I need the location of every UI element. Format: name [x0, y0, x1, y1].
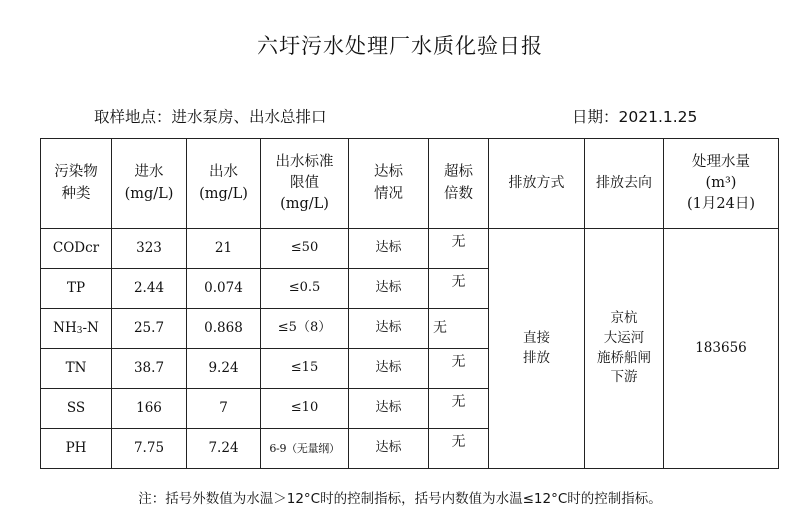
effluent-cell: 21: [187, 229, 261, 269]
influent-cell: 7.75: [112, 429, 187, 469]
header-status: [349, 139, 429, 229]
header-standard-line1: 出水标准: [275, 153, 334, 170]
header-status-line1: 达标: [374, 164, 403, 181]
exceed-value: 无: [451, 354, 466, 371]
header-exceed-line1: 超标: [444, 164, 473, 181]
header-discharge-method: 排放方式: [489, 139, 585, 229]
effluent-cell: 7: [187, 389, 261, 429]
treated-volume-cell: 183656: [664, 229, 779, 469]
status-cell: 达标: [349, 429, 429, 469]
header-pollutant-line1: 污染物: [54, 164, 98, 181]
discharge-direction-line3: 施桥船闸: [597, 349, 651, 366]
exceed-value: 无: [451, 394, 466, 411]
exceed-cell: [429, 429, 489, 469]
standard-cell: 6-9（无量纲）: [261, 429, 349, 469]
standard-cell: ≤0.5: [261, 269, 349, 309]
status-cell: 达标: [349, 389, 429, 429]
header-discharge-direction: 排放去向: [585, 139, 664, 229]
exceed-cell: [429, 269, 489, 309]
discharge-method-line2: 排放: [523, 349, 550, 366]
header-influent-line1: 进水: [134, 164, 164, 181]
header-pollutant-line2: 种类: [61, 185, 91, 202]
effluent-cell: 0.074: [187, 269, 261, 309]
header-effluent: [187, 139, 261, 229]
exceed-value: 无: [451, 234, 466, 251]
standard-cell: ≤15: [261, 349, 349, 389]
discharge-method-line1: 直接: [523, 329, 550, 346]
exceed-cell: [429, 309, 489, 349]
influent-cell: 25.7: [112, 309, 187, 349]
pollutant-cell: [41, 309, 112, 349]
header-influent: [112, 139, 187, 229]
footnote: 注：括号外数值为水温＞12°C时的控制指标，括号内数值为水温≤12°C时的控制指标。: [138, 491, 662, 507]
status-cell: 达标: [349, 229, 429, 269]
effluent-cell: 0.868: [187, 309, 261, 349]
report-title: 六圩污水处理厂水质化验日报: [257, 34, 543, 58]
header-pollutant: [41, 139, 112, 229]
discharge-method-cell: [489, 229, 585, 469]
status-cell: 达标: [349, 269, 429, 309]
pollutant-suffix: -N: [82, 319, 99, 336]
discharge-direction-line2: 大运河: [603, 329, 645, 346]
header-status-line2: 情况: [374, 185, 403, 202]
table-row: [41, 229, 779, 269]
exceed-cell: [429, 349, 489, 389]
header-standard: [261, 139, 349, 229]
pollutant-cell: CODcr: [41, 229, 112, 269]
discharge-direction-line4: 下游: [610, 369, 638, 386]
status-cell: 达标: [349, 349, 429, 389]
effluent-cell: 9.24: [187, 349, 261, 389]
header-volume: [664, 139, 779, 229]
influent-cell: 166: [112, 389, 187, 429]
pollutant-cell: SS: [41, 389, 112, 429]
exceed-cell: [429, 389, 489, 429]
header-standard-line3: (mg/L): [280, 196, 329, 212]
exceed-value: 无: [451, 434, 466, 451]
report-date: 日期：2021.1.25: [572, 108, 698, 126]
pollutant-cell: TP: [41, 269, 112, 309]
discharge-direction-line1: 京杭: [610, 310, 638, 327]
effluent-cell: 7.24: [187, 429, 261, 469]
header-effluent-line2: (mg/L): [199, 185, 248, 202]
header-influent-line2: (mg/L): [124, 185, 174, 202]
header-row: [41, 139, 779, 229]
exceed-cell: [429, 229, 489, 269]
standard-cell: ≤10: [261, 389, 349, 429]
header-standard-line2: 限值: [290, 174, 319, 191]
pollutant-cell: PH: [41, 429, 112, 469]
sampling-location: 取样地点：进水泵房、出水总排口: [94, 108, 327, 126]
standard-cell: ≤5（8）: [261, 309, 349, 349]
influent-cell: 38.7: [112, 349, 187, 389]
pollutant-main: NH: [53, 319, 77, 336]
header-volume-line1: 处理水量: [692, 153, 750, 170]
pollutant-subscript: 3: [76, 325, 83, 336]
header-volume-line2: (m³): [705, 174, 737, 191]
influent-cell: 323: [112, 229, 187, 269]
status-cell: 达标: [349, 309, 429, 349]
influent-cell: 2.44: [112, 269, 187, 309]
header-effluent-line1: 出水: [209, 164, 238, 181]
exceed-value: 无: [433, 320, 447, 337]
exceed-value: 无: [451, 274, 466, 291]
header-volume-line3: (1月24日): [687, 196, 755, 212]
standard-cell: ≤50: [261, 229, 349, 269]
pollutant-cell: TN: [41, 349, 112, 389]
header-exceed-line2: 倍数: [444, 185, 473, 202]
discharge-direction-cell: [585, 229, 664, 469]
water-quality-table: [40, 138, 779, 469]
header-exceed: [429, 139, 489, 229]
